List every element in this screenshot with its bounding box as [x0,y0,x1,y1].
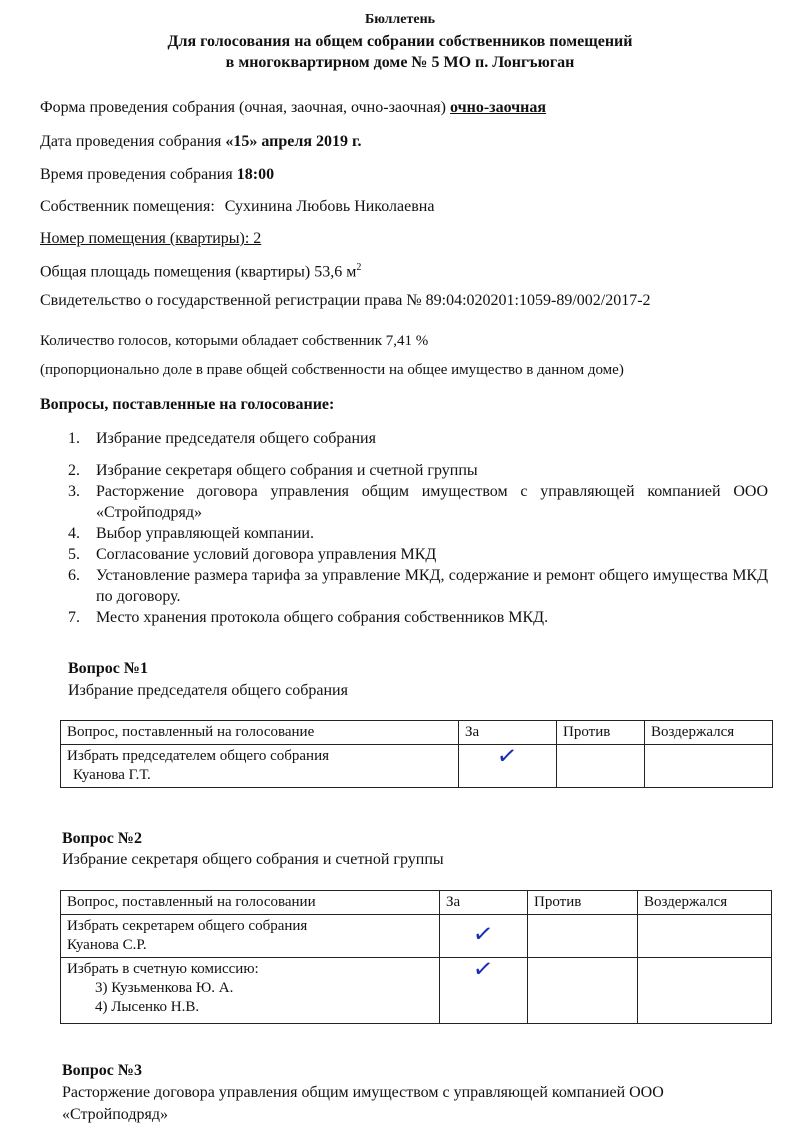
question-cell: Избрать в счетную комиссию: 3) Кузьменкова Ю. А. 4) Лысенко Н.В. [61,958,440,1024]
vote-for-cell[interactable] [440,915,528,958]
votes-line: Количество голосов, которыми обладает собственник 7,41 % [40,333,429,349]
question-cell: Избрать председателем общего собрания Куанова Г.Т. [61,745,459,788]
table-row [61,958,772,1024]
question-cell: Избрать секретарем общего собрания Куанова С.Р. [61,915,440,958]
vote-abstain-cell[interactable] [645,745,773,788]
question2-title: Вопрос №2 [62,830,142,847]
vote-abstain-cell[interactable] [638,915,772,958]
questions-heading: Вопросы, поставленные на голосование: [40,396,335,413]
col-for-header: За [440,891,528,915]
questions-list [40,428,796,628]
list-item: 3. Расторжение договора управления общим имуществом с управляющей компанией ООО «Стройподряд» [68,483,768,521]
table-header-row [61,891,772,915]
question1-title: Вопрос №1 [68,660,148,677]
area-line [40,262,361,281]
meeting-date-label: Дата проведения собрания [40,133,222,150]
list-item: 1. Избрание председателя общего собрания [68,430,376,447]
list-item: 5. Согласование условий договора управления МКД [68,546,437,563]
document-title: Бюллетень [364,12,436,27]
table-row [61,745,773,788]
vote-against-cell[interactable] [528,958,638,1024]
document-subtitle-line2: в многоквартирном доме № 5 МО п. Лонгъюган [225,54,575,71]
meeting-date-value: «15» апреля 2019 г. [225,133,362,150]
certificate-line: Свидетельство о государственной регистрации права № 89:04:020201:1059-89/002/2017-2 [40,292,651,309]
question3-title: Вопрос №3 [62,1062,142,1079]
question1-subtitle: Избрание председателя общего собрания [68,682,348,699]
table-row [61,915,772,958]
list-item: 2. Избрание секретаря общего собрания и счетной группы [68,462,478,479]
owner-value: Сухинина Любовь Николаевна [224,198,435,215]
col-abstain-header: Воздержался [645,721,773,745]
question2-table [60,890,772,1024]
owner-label: Собственник помещения: [40,198,215,215]
area-label: Общая площадь помещения (квартиры) 53,6 м [40,263,357,281]
col-against-header: Против [557,721,645,745]
meeting-form-label: Форма проведения собрания (очная, заочная, очно-заочная) [40,99,446,116]
meeting-form-value: очно-заочная [449,99,547,116]
col-abstain-header: Воздержался [638,891,772,915]
list-item: 4. Выбор управляющей компании. [68,525,314,542]
check-mark-icon: ✓ [471,953,496,985]
question2-subtitle: Избрание секретаря общего собрания и счетной группы [62,851,444,868]
owner-line [40,198,434,216]
question1-table [60,720,773,788]
meeting-time-value: 18:00 [236,166,275,183]
check-mark-icon: ✓ [471,918,496,949]
table-header-row [61,721,773,745]
question3-subtitle-line1: Расторжение договора управления общим имуществом с управляющей компанией ООО [62,1084,664,1101]
meeting-date-line [40,133,361,151]
list-item: 7. Место хранения протокола общего собрания собственников МКД. [68,609,549,626]
col-for-header: За [459,721,557,745]
col-against-header: Против [528,891,638,915]
check-mark-icon: ✓ [495,740,520,772]
vote-against-cell[interactable] [557,745,645,788]
vote-for-cell[interactable] [459,740,557,788]
list-item: 6. Установление размера тарифа за управление МКД, содержание и ремонт общего имущества МКД по договору. [68,567,768,605]
vote-for-cell[interactable] [440,953,528,1024]
meeting-form-line [40,99,546,117]
vote-abstain-cell[interactable] [638,958,772,1024]
col-question-header: Вопрос, поставленный на голосование [61,721,459,745]
room-number-line: Номер помещения (квартиры): 2 [40,230,262,247]
vote-against-cell[interactable] [528,915,638,958]
document-subtitle-line1: Для голосования на общем собрании собственников помещений [167,33,633,50]
meeting-time-line [40,166,274,184]
question3-subtitle-line2: «Стройподряд» [62,1106,168,1123]
meeting-time-label: Время проведения собрания [40,166,233,183]
votes-note: (пропорционально доле в праве общей собственности на общее имущество в данном доме) [40,362,624,378]
col-question-header: Вопрос, поставленный на голосовании [61,891,440,915]
area-superscript: 2 [356,262,362,273]
